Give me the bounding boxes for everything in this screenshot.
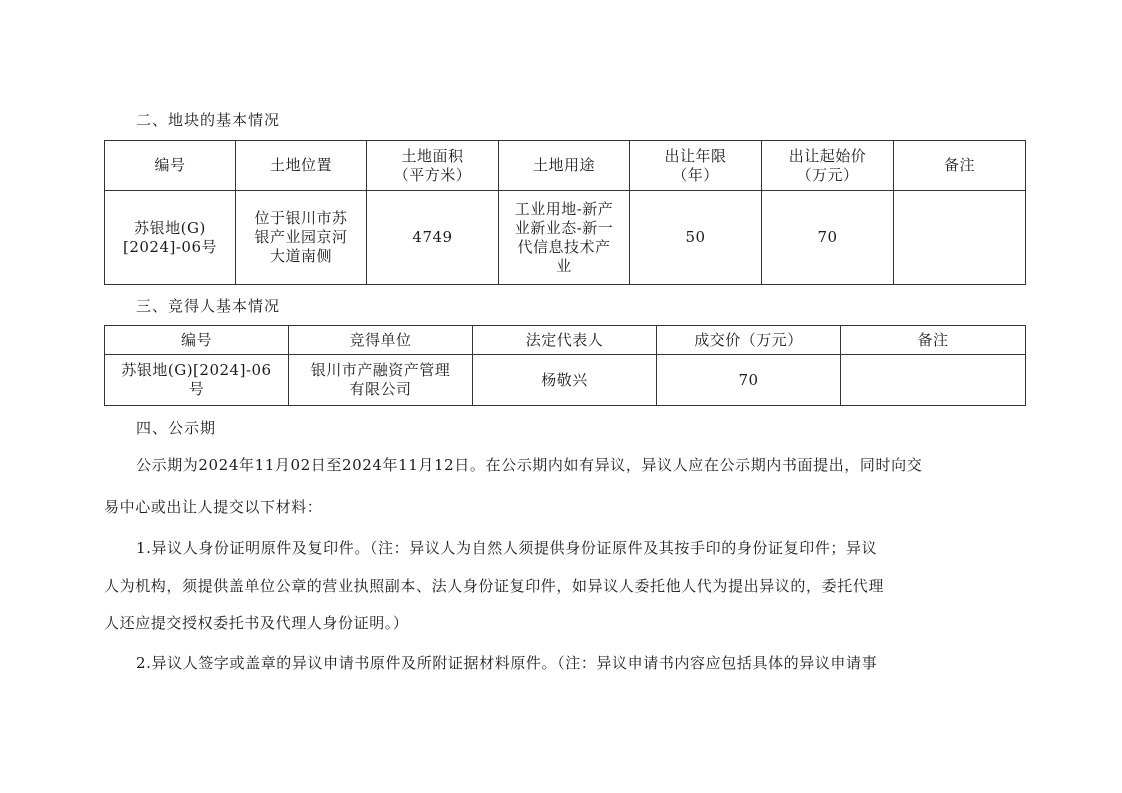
table-row <box>105 355 1026 406</box>
col-header-number: 编号 <box>105 326 289 355</box>
col-header-remarks: 备注 <box>841 326 1026 355</box>
material-1-line-2: 人为机构，须提供盖单位公章的营业执照副本、法人身份证复印件，如异议人委托他人代为提出异议的，委托代理 <box>104 577 885 595</box>
col-header-term: 出让年限 （年） <box>630 141 762 191</box>
col-header-usage: 土地用途 <box>499 141 630 191</box>
cell-area: 4749 <box>367 191 499 285</box>
section-2-title: 二、地块的基本情况 <box>136 111 281 129</box>
publicity-paragraph-line-2: 易中心或出让人提交以下材料： <box>104 498 323 516</box>
material-1-line-1: 1.异议人身份证明原件及复印件。（注：异议人为自然人须提供身份证原件及其按手印的身份证复印件；异议 <box>136 539 878 557</box>
table-header-row <box>105 326 1026 355</box>
winning-bidder-table <box>104 325 1026 406</box>
cell-term: 50 <box>630 191 762 285</box>
cell-usage: 工业用地-新产 业新业态-新一 代信息技术产 业 <box>499 191 630 285</box>
cell-number: 苏银地(G)[2024]-06 号 <box>105 355 289 406</box>
col-header-area: 土地面积 （平方米） <box>367 141 499 191</box>
col-header-start-price: 出让起始价 （万元） <box>762 141 894 191</box>
col-header-number: 编号 <box>105 141 236 191</box>
col-header-winning-unit: 竞得单位 <box>289 326 473 355</box>
table-row <box>105 191 1026 285</box>
col-header-deal-price: 成交价（万元） <box>657 326 841 355</box>
material-2-line-1: 2.异议人签字或盖章的异议申请书原件及所附证据材料原件。（注：异议申请书内容应包括具体的异议申请事 <box>136 654 878 672</box>
cell-deal-price: 70 <box>657 355 841 406</box>
cell-start-price: 70 <box>762 191 894 285</box>
publicity-paragraph-line-1: 公示期为2024年11月02日至2024年11月12日。在公示期内如有异议，异议人应在公示期内书面提出，同时向交 <box>136 456 923 474</box>
land-parcel-table <box>104 140 1026 285</box>
section-4-title: 四、公示期 <box>136 419 217 437</box>
cell-winning-unit: 银川市产融资产管理 有限公司 <box>289 355 473 406</box>
cell-remarks <box>841 355 1026 406</box>
col-header-location: 土地位置 <box>236 141 367 191</box>
cell-number: 苏银地(G) [2024]-06号 <box>105 191 236 285</box>
cell-remarks <box>894 191 1026 285</box>
section-3-title: 三、竞得人基本情况 <box>136 297 281 315</box>
cell-location: 位于银川市苏 银产业园京河 大道南侧 <box>236 191 367 285</box>
cell-legal-rep: 杨敬兴 <box>473 355 657 406</box>
table-header-row <box>105 141 1026 191</box>
material-1-line-3: 人还应提交授权委托书及代理人身份证明。） <box>104 614 409 632</box>
col-header-remarks: 备注 <box>894 141 1026 191</box>
col-header-legal-rep: 法定代表人 <box>473 326 657 355</box>
